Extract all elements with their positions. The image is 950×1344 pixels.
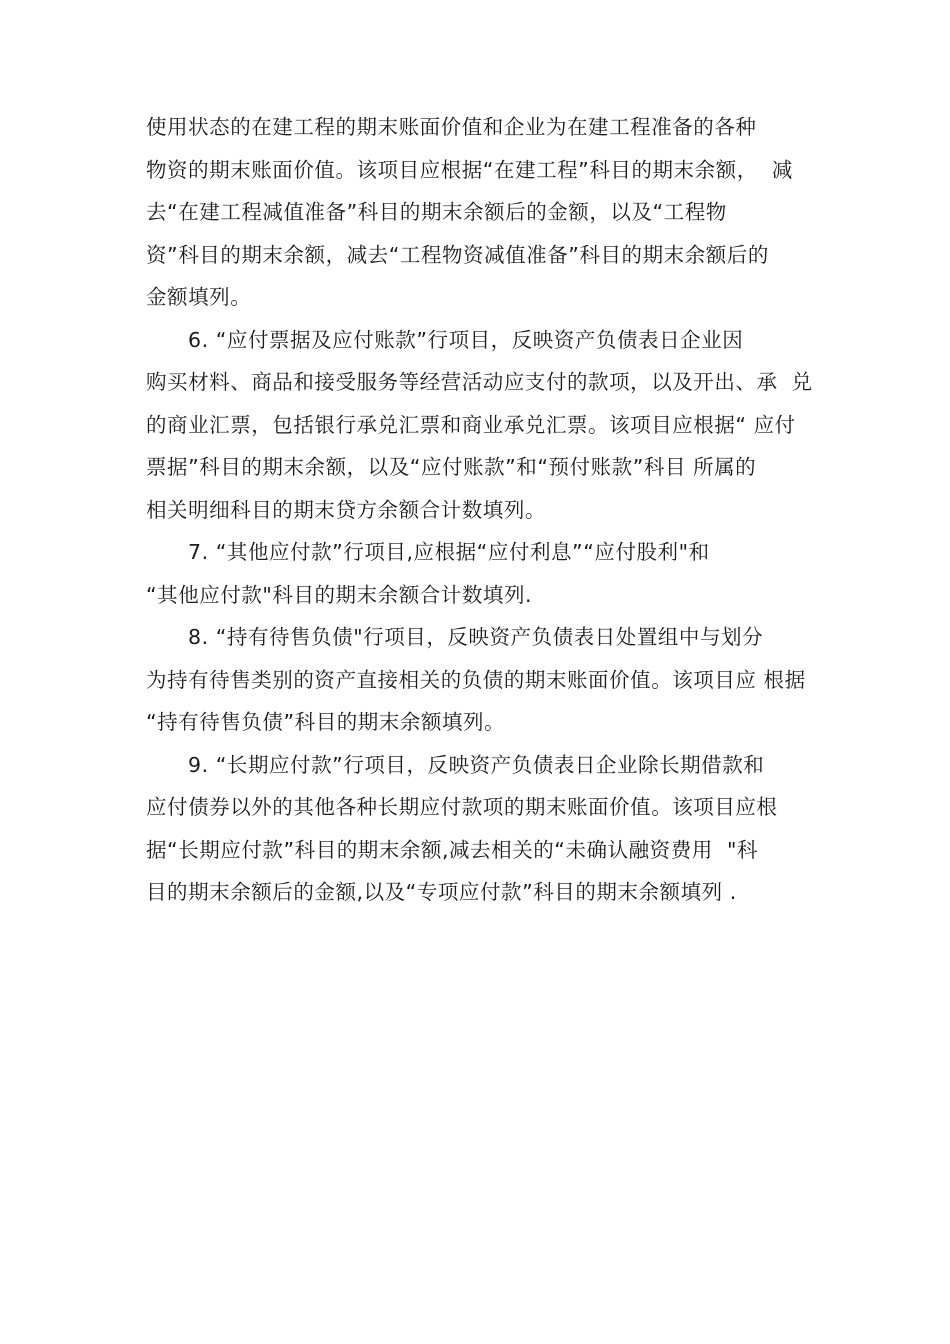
text-line: 相关明细科目的期末贷方余额合计数填列。 [146, 497, 546, 522]
paragraph-8-first-line: 8. “持有待售负债"行项目，反映资产负债表日处置组中与划分 [188, 625, 764, 649]
text-line: 目的期末余额后的金额,以及“专项应付款”科目的期末余额填列 . [146, 880, 737, 904]
body-text [146, 110, 821, 918]
text-line: 物资的期末账面价值。该项目应根据“在建工程”科目的期末余额， 减 [146, 157, 793, 182]
text-line: 购买材料、商品和接受服务等经营活动应支付的款项，以及开出、承 兑 [146, 370, 813, 394]
text-line: “持有待售负债”科目的期末余额填列。 [146, 710, 506, 734]
paragraph-9-first-line: 9. “长期应付款”行项目，反映资产负债表日企业除长期借款和 [188, 752, 765, 777]
paragraph-7-first-line: 7. “其他应付款”行项目,应根据“应付利息”“应付股利"和 [188, 540, 710, 564]
text-line: 的商业汇票，包括银行承兑汇票和商业承兑汇票。该项目应根据“ 应付 [146, 412, 796, 437]
text-line: “其他应付款"科目的期末余额合计数填列. [146, 582, 533, 607]
paragraph-6-first-line: 6. “应付票据及应付账款”行项目，反映资产负债表日企业因 [188, 327, 744, 352]
text-line: 金额填列。 [146, 285, 252, 309]
text-line: 票据”科目的期末余额，以及“应付账款”和“预付账款”科目 所属的 [146, 455, 757, 479]
text-line: 资”科目的期末余额，减去“工程物资减值准备”科目的期末余额后的 [146, 242, 769, 267]
text-line: 应付债券以外的其他各种长期应付款项的期末账面价值。该项目应根 [146, 795, 778, 819]
text-line: 使用状态的在建工程的期末账面价值和企业为在建工程准备的各种 [146, 115, 757, 139]
text-line: 去“在建工程减值准备”科目的期末余额后的金额，以及“工程物 [146, 200, 727, 224]
text-line: 为持有待售类别的资产直接相关的负债的期末账面价值。该项目应 根据 [146, 667, 806, 692]
text-line: 据“长期应付款”科目的期末余额,减去相关的“未确认融资费用 "科 [146, 837, 758, 862]
